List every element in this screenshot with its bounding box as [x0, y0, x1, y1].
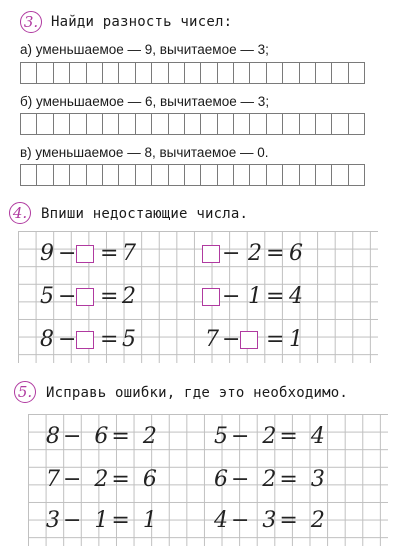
task-4-r1-left-op: −	[58, 241, 77, 266]
answer-cell[interactable]	[118, 113, 135, 135]
answer-cell[interactable]	[200, 164, 217, 186]
task-4-r1-right-op: −	[222, 241, 241, 266]
answer-cell[interactable]	[135, 164, 152, 186]
answer-cell[interactable]	[266, 164, 283, 186]
answer-cell[interactable]	[184, 113, 201, 135]
task-4-r3-left-a: 8	[40, 327, 54, 352]
answer-cell[interactable]	[217, 164, 234, 186]
answer-cell[interactable]	[69, 113, 86, 135]
answer-cell[interactable]	[168, 62, 185, 84]
answer-cell[interactable]	[36, 62, 53, 84]
task-3b-answer-cells[interactable]	[20, 113, 364, 135]
task-4-r3-right-eq: =	[266, 327, 285, 352]
task-5-number-icon	[14, 381, 36, 403]
answer-cell[interactable]	[86, 62, 103, 84]
task-5-r2-right-equation[interactable]: 6− 2= 3	[214, 467, 328, 492]
task-3b-label: б) уменьшаемое — 6, вычитаемое — 3;	[20, 94, 270, 109]
answer-cell[interactable]	[20, 164, 37, 186]
task-5-r2-left-equation[interactable]: 7− 2= 6	[46, 467, 160, 492]
task-4-number: 4.	[12, 204, 28, 222]
answer-cell[interactable]	[348, 164, 365, 186]
answer-cell[interactable]	[151, 164, 168, 186]
answer-cell[interactable]	[168, 164, 185, 186]
task-4-r2-left-eq: =	[100, 284, 119, 309]
answer-cell[interactable]	[102, 62, 119, 84]
answer-cell[interactable]	[20, 62, 37, 84]
task-4-r2-right-op: −	[222, 284, 241, 309]
task-3c-answer-cells[interactable]	[20, 164, 364, 186]
task-3-number-icon	[20, 11, 42, 33]
task-3-number: 3.	[23, 13, 39, 31]
answer-cell[interactable]	[53, 164, 70, 186]
answer-cell[interactable]	[184, 164, 201, 186]
task-4-r3-left-blank[interactable]	[76, 331, 94, 349]
task-4-number-icon	[9, 202, 31, 224]
answer-cell[interactable]	[299, 164, 316, 186]
task-3c-label: в) уменьшаемое — 8, вычитаемое — 0.	[20, 145, 269, 160]
answer-cell[interactable]	[348, 62, 365, 84]
answer-cell[interactable]	[86, 113, 103, 135]
task-3a-answer-cells[interactable]	[20, 62, 364, 84]
answer-cell[interactable]	[36, 164, 53, 186]
task-4-r2-left-op: −	[58, 284, 77, 309]
task-4-r2-right-eq: =	[266, 284, 285, 309]
task-4-r1-right-result: 6	[289, 241, 303, 266]
answer-cell[interactable]	[151, 62, 168, 84]
answer-cell[interactable]	[20, 113, 37, 135]
task-4-r3-left-eq: =	[100, 327, 119, 352]
task-4-r2-left-a: 5	[40, 284, 54, 309]
answer-cell[interactable]	[86, 164, 103, 186]
answer-cell[interactable]	[135, 62, 152, 84]
task-4-r3-right-result: 1	[289, 327, 303, 352]
answer-cell[interactable]	[249, 164, 266, 186]
task-4-r2-right-b: 1	[248, 284, 262, 309]
answer-cell[interactable]	[233, 113, 250, 135]
answer-cell[interactable]	[102, 164, 119, 186]
answer-cell[interactable]	[184, 62, 201, 84]
task-5-r3-right-equation[interactable]: 4− 3= 2	[214, 508, 328, 533]
answer-cell[interactable]	[249, 62, 266, 84]
answer-cell[interactable]	[282, 113, 299, 135]
task-4-r1-right-blank[interactable]	[202, 245, 220, 263]
task-3a-label: а) уменьшаемое — 9, вычитаемое — 3;	[20, 42, 269, 57]
task-4-r1-left-blank[interactable]	[76, 245, 94, 263]
answer-cell[interactable]	[151, 113, 168, 135]
task-4-r2-left-result: 2	[122, 284, 136, 309]
answer-cell[interactable]	[331, 113, 348, 135]
answer-cell[interactable]	[135, 113, 152, 135]
answer-cell[interactable]	[282, 164, 299, 186]
answer-cell[interactable]	[331, 164, 348, 186]
task-4-r2-right-result: 4	[289, 284, 303, 309]
answer-cell[interactable]	[36, 113, 53, 135]
answer-cell[interactable]	[299, 113, 316, 135]
task-5-r3-left-equation[interactable]: 3− 1= 1	[46, 508, 160, 533]
task-4-r3-left-op: −	[58, 327, 77, 352]
task-5-r1-left-equation[interactable]: 8− 6= 2	[46, 424, 160, 449]
answer-cell[interactable]	[233, 164, 250, 186]
task-4-r2-right-blank[interactable]	[202, 288, 220, 306]
task-4-r3-right-op: −	[222, 327, 241, 352]
task-5-title: Исправь ошибки, где это необходимо.	[46, 385, 349, 401]
task-5-r1-right-equation[interactable]: 5− 2= 4	[214, 424, 328, 449]
answer-cell[interactable]	[348, 113, 365, 135]
answer-cell[interactable]	[217, 113, 234, 135]
answer-cell[interactable]	[118, 164, 135, 186]
answer-cell[interactable]	[315, 113, 332, 135]
answer-cell[interactable]	[266, 113, 283, 135]
answer-cell[interactable]	[102, 113, 119, 135]
answer-cell[interactable]	[69, 164, 86, 186]
answer-cell[interactable]	[200, 62, 217, 84]
task-4-r3-left-result: 5	[122, 327, 136, 352]
task-4-r1-left-result: 7	[122, 241, 136, 266]
answer-cell[interactable]	[168, 113, 185, 135]
answer-cell[interactable]	[266, 62, 283, 84]
answer-cell[interactable]	[118, 62, 135, 84]
task-3-title: Найди разность чисел:	[51, 14, 233, 30]
answer-cell[interactable]	[249, 113, 266, 135]
task-4-r1-left-a: 9	[40, 241, 54, 266]
task-5-number: 5.	[17, 383, 33, 401]
answer-cell[interactable]	[69, 62, 86, 84]
task-4-r3-right-blank[interactable]	[240, 331, 258, 349]
answer-cell[interactable]	[282, 62, 299, 84]
task-4-r1-right-eq: =	[266, 241, 285, 266]
answer-cell[interactable]	[53, 62, 70, 84]
task-4-r2-left-blank[interactable]	[76, 288, 94, 306]
answer-cell[interactable]	[233, 62, 250, 84]
task-4-r1-right-b: 2	[248, 241, 262, 266]
task-4-r1-left-eq: =	[100, 241, 119, 266]
answer-cell[interactable]	[217, 62, 234, 84]
answer-cell[interactable]	[200, 113, 217, 135]
answer-cell[interactable]	[331, 62, 348, 84]
task-4-title: Впиши недостающие числа.	[41, 206, 249, 222]
answer-cell[interactable]	[315, 62, 332, 84]
answer-cell[interactable]	[315, 164, 332, 186]
task-4-r3-right-a: 7	[205, 327, 219, 352]
answer-cell[interactable]	[299, 62, 316, 84]
answer-cell[interactable]	[53, 113, 70, 135]
